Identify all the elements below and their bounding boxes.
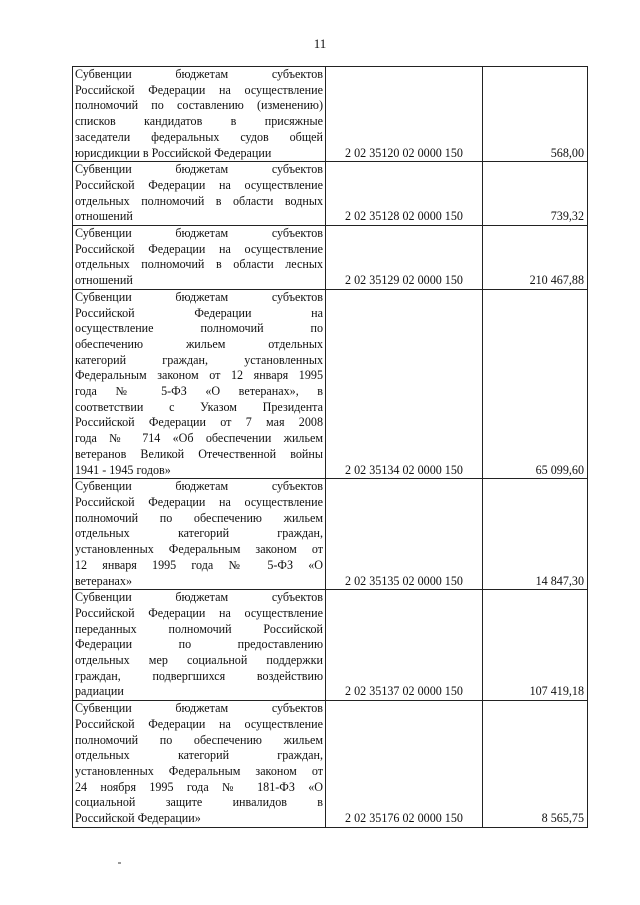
description-line: отдельных полномочий в области лесных xyxy=(75,257,323,272)
description-line: Федеральным законом от 12 января 1995 xyxy=(75,368,323,383)
description-line: года № 714 «Об обеспечении жильем xyxy=(75,431,323,446)
description-line: отдельных полномочий в области водных xyxy=(75,193,323,208)
description-line: радиации xyxy=(75,684,124,699)
description-line: граждан, подвергшихся воздействию xyxy=(75,668,323,683)
table-row xyxy=(73,226,588,290)
description-cell xyxy=(73,162,326,226)
description-line: Российской Федерации» xyxy=(75,811,201,826)
description-line: полномочий по обеспечению жильем xyxy=(75,510,323,525)
budget-code-cell: 2 02 35176 02 0000 150 xyxy=(326,701,483,828)
description-cell xyxy=(73,701,326,828)
page-number: 11 xyxy=(313,36,327,51)
description-line: установленных Федеральным законом от xyxy=(75,763,323,778)
description-line: Субвенции бюджетам субъектов xyxy=(75,67,323,81)
table-row xyxy=(73,590,588,701)
description-line: 1941 - 1945 годов» xyxy=(75,462,171,477)
description-line: Российской Федерации на осуществление xyxy=(75,82,323,97)
description-line: ветеранах» xyxy=(75,573,133,588)
description-line: 12 января 1995 года № 5-ФЗ «О xyxy=(75,557,323,572)
amount-cell: 65 099,60 xyxy=(483,289,588,478)
description-line: социальной защите инвалидов в xyxy=(75,795,323,810)
description-line: отдельных категорий граждан, xyxy=(75,526,323,541)
description-line: отдельных категорий граждан, xyxy=(75,748,323,763)
description-line: осуществление полномочий по xyxy=(75,321,323,336)
budget-code-cell: 2 02 35134 02 0000 150 xyxy=(326,289,483,478)
description-line: полномочий по обеспечению жильем xyxy=(75,732,323,747)
amount-cell: 107 419,18 xyxy=(483,590,588,701)
description-cell xyxy=(73,226,326,290)
description-line: категорий граждан, установленных xyxy=(75,352,323,367)
description-line: Субвенции бюджетам субъектов xyxy=(75,289,323,304)
budget-table xyxy=(72,66,588,828)
amount-cell: 739,32 xyxy=(483,162,588,226)
description-line: Российской Федерации на осуществление xyxy=(75,494,323,509)
table-body xyxy=(73,67,588,828)
description-line: Субвенции бюджетам субъектов xyxy=(75,162,323,177)
scan-speck xyxy=(118,862,121,864)
description-line: Российской Федерации на осуществление xyxy=(75,605,323,620)
description-line: соответствии с Указом Президента xyxy=(75,399,323,414)
description-line: Федерации по предоставлению xyxy=(75,637,323,652)
description-line: отношений xyxy=(75,209,133,224)
description-line: заседатели федеральных судов общей xyxy=(75,129,323,144)
budget-code-cell: 2 02 35137 02 0000 150 xyxy=(326,590,483,701)
description-line: Российской Федерации на осуществление xyxy=(75,241,323,256)
description-line: Субвенции бюджетам субъектов xyxy=(75,701,323,716)
description-line: Российской Федерации от 7 мая 2008 xyxy=(75,415,323,430)
amount-cell: 568,00 xyxy=(483,67,588,162)
table-row xyxy=(73,162,588,226)
description-line: Российской Федерации на осуществление xyxy=(75,177,323,192)
budget-code-cell: 2 02 35120 02 0000 150 xyxy=(326,67,483,162)
budget-code-cell: 2 02 35128 02 0000 150 xyxy=(326,162,483,226)
budget-code-cell: 2 02 35135 02 0000 150 xyxy=(326,479,483,590)
amount-cell: 210 467,88 xyxy=(483,226,588,290)
description-line: переданных полномочий Российской xyxy=(75,621,323,636)
description-cell xyxy=(73,67,326,162)
description-cell xyxy=(73,479,326,590)
description-cell xyxy=(73,590,326,701)
description-line: юрисдикции в Российской Федерации xyxy=(75,145,272,160)
table-row xyxy=(73,701,588,828)
description-line: Субвенции бюджетам субъектов xyxy=(75,590,323,605)
description-line: обеспечению жильем отдельных xyxy=(75,336,323,351)
description-line: 24 ноября 1995 года № 181-ФЗ «О xyxy=(75,779,323,794)
description-line: отдельных мер социальной поддержки xyxy=(75,653,323,668)
amount-cell: 14 847,30 xyxy=(483,479,588,590)
description-line: отношений xyxy=(75,273,133,288)
amount-cell: 8 565,75 xyxy=(483,701,588,828)
description-line: Субвенции бюджетам субъектов xyxy=(75,479,323,494)
table-row xyxy=(73,67,588,162)
table-row xyxy=(73,479,588,590)
budget-code-cell: 2 02 35129 02 0000 150 xyxy=(326,226,483,290)
description-line: Субвенции бюджетам субъектов xyxy=(75,226,323,241)
description-cell xyxy=(73,289,326,478)
description-line: полномочий по составлению (изменению) xyxy=(75,98,323,113)
description-line: списков кандидатов в присяжные xyxy=(75,114,323,129)
description-line: установленных Федеральным законом от xyxy=(75,542,323,557)
description-line: Российской Федерации на xyxy=(75,305,323,320)
description-line: Российской Федерации на осуществление xyxy=(75,716,323,731)
table-row xyxy=(73,289,588,478)
description-line: ветеранов Великой Отечественной войны xyxy=(75,446,323,461)
description-line: года № 5-ФЗ «О ветеранах», в xyxy=(75,384,323,399)
